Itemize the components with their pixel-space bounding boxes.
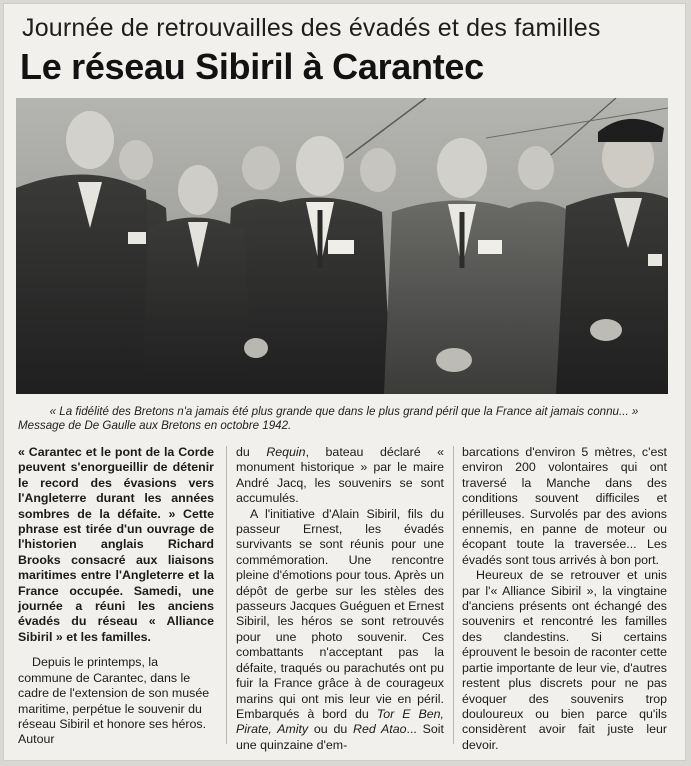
boat-name-requin: Requin	[266, 445, 306, 459]
body-paragraph-3	[236, 507, 444, 754]
photo-caption	[18, 405, 670, 433]
headline: Le réseau Sibiril à Carantec	[20, 46, 484, 87]
p3-ou: ou du	[308, 722, 353, 737]
lead-paragraph: « Carantec et le pont de la Corde peuvent s'enorgueillir de détenir le record des évasions vers l'Angleterre durant les années sombres de la défaite. » Cette phrase est tirée d'un ouvrage de l'historien anglais Richard Brooks consacré aux liaisons maritimes entre l'Angleterre et la France occupée. Samedi, une journée a réuni les anciens évadés du réseau « Alliance Sibiril » et les familles.	[18, 445, 214, 644]
p2-start: du	[236, 445, 267, 459]
column-2	[236, 445, 444, 753]
newspaper-clipping	[3, 3, 686, 761]
body-paragraph-1: Depuis le printemps, la commune de Carantec, dans le cadre de l'extension de son musée maritime, perpétue le souvenir du réseau Sibiril et honore ses héros. Autour	[18, 655, 210, 747]
column-divider	[453, 446, 454, 744]
group-photo	[16, 98, 668, 394]
boat-name-red-atao: Red Atao	[353, 722, 407, 737]
body-paragraph-4: barcations d'environ 5 mètres, c'est environ 200 volontaires qui ont traversé la Manche dans des conditions souvent difficiles et périlleuses. Survolés par des avions ennemis, en panne de moteur ou écopant toute la traversée... Les évadés sont tous arrivés à bon port.	[462, 445, 667, 567]
boat-names: Tor E Ben, Pirate, Amity	[236, 706, 444, 737]
p2-rest: , bateau déclaré « monument historique » par le maire André Jacq, les souvenirs se sont accumulés.	[236, 445, 444, 506]
column-1	[18, 445, 214, 748]
p3-text: A l'initiative d'Alain Sibiril, fils du passeur Ernest, les évadés survivants se sont réunis pour une commémoration. Une rencontre pleine d'émotions pour tous. Après un dépôt de gerbe sur les stèles des passeurs Jacques Guéguen et Ernest Sibiril, les héros se sont retrouvés pour une photo souvenir. Ces combattants n'acceptant pas la défaite, traqués ou parachutés ont pu fuir la France grâce à de courageux marins qui ont mis leur vie en péril. Embarqués à bord du	[236, 506, 444, 721]
group-photo-illustration	[16, 98, 668, 394]
caption-source: Message de De Gaulle aux Bretons en octobre 1942.	[18, 419, 292, 432]
kicker: Journée de retrouvailles des évadés et des familles	[22, 14, 601, 42]
column-3	[462, 445, 667, 753]
p3-end: ... Soit une quinzaine d'em-	[236, 722, 444, 752]
body-paragraph-2	[236, 445, 444, 507]
column-divider	[226, 446, 227, 744]
body-paragraph-5: Heureux de se retrouver et unis par l'« Alliance Sibiril », la vingtaine d'anciens présents ont échangé des souvenirs et rencontré les familles des clandestins. Si certains éprouvent le besoin de raconter cette partie importante de leur vie, d'autres restent plus discrets pour ne pas évoquer des souvenirs trop douloureux ou bien parce qu'ils considèrent avoir fait juste leur devoir.	[462, 568, 667, 752]
caption-quote: « La fidélité des Bretons n'a jamais été plus grande que dans le plus grand péril que la France ait jamais connu... »	[49, 405, 639, 418]
